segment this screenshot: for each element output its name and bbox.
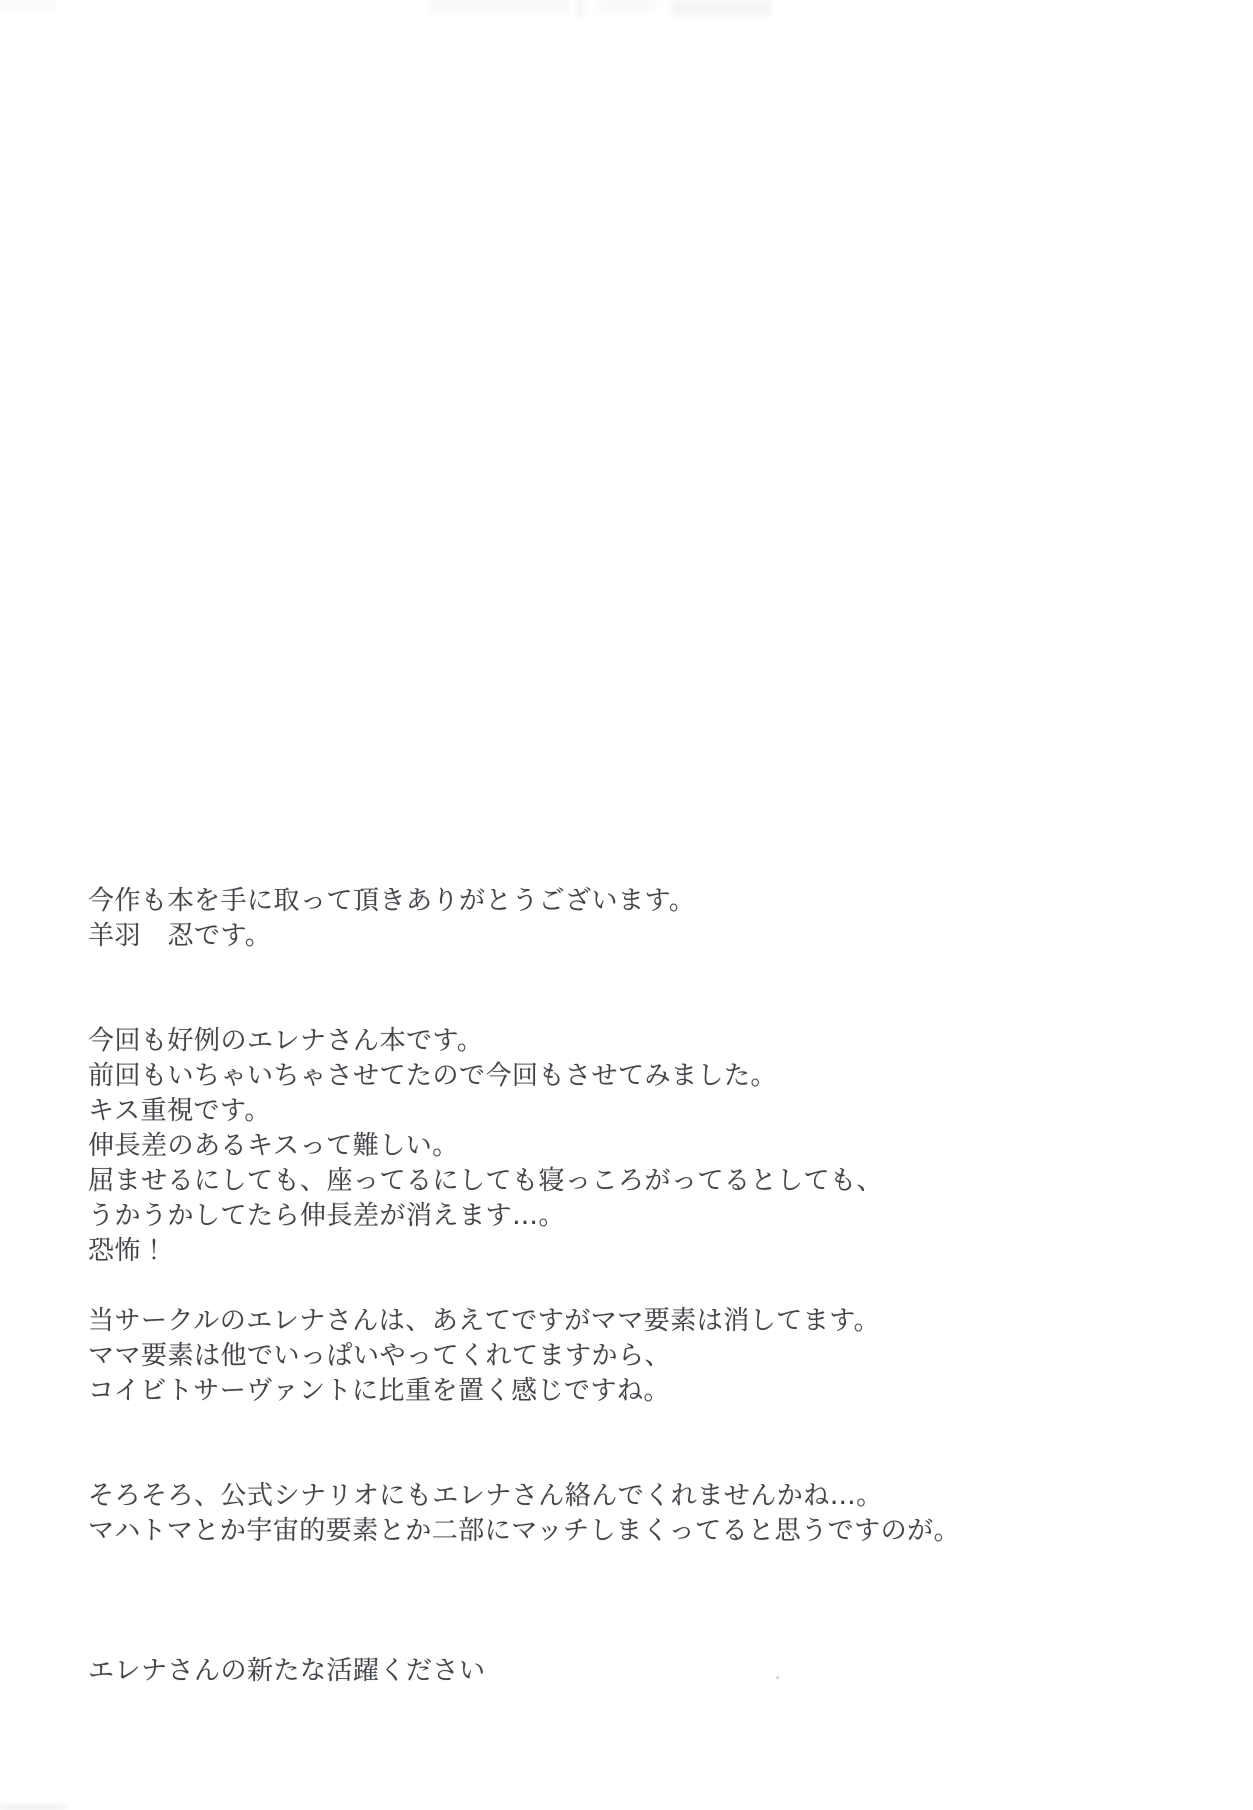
afterword-line: 屈ませるにしても、座ってるにしても寝っころがってるとしても、 (88, 1166, 884, 1196)
scan-artifact-bottom-left (0, 1804, 66, 1810)
afterword-line-closing: エレナさんの新たな活躍ください (88, 1656, 486, 1686)
afterword-paragraph-circle-policy (88, 1304, 1188, 1409)
afterword-line: 今回も好例のエレナさん本です。 (88, 1026, 484, 1056)
afterword-line: ママ要素は他でいっぱいやってくれてますから、 (88, 1341, 672, 1371)
afterword-paragraph-official-wish (88, 1479, 1188, 1549)
afterword-text-block (88, 884, 1188, 1689)
afterword-line: キス重視です。 (88, 1096, 271, 1126)
afterword-line: うかうかしてたら伸長差が消えます…。 (88, 1201, 566, 1231)
scan-artifact-top-header-d (672, 0, 772, 16)
scan-artifact-top-left (0, 0, 56, 13)
scan-artifact-top-header-b (576, 0, 585, 18)
scan-artifact-top-header-c (598, 0, 656, 12)
afterword-line: そろそろ、公式シナリオにもエレナさん絡んでくれませんかね…。 (88, 1481, 883, 1511)
afterword-line: マハトマとか宇宙的要素とか二部にマッチしまくってると思うですのが。 (88, 1516, 961, 1546)
afterword-line: 今作も本を手に取って頂きありがとうございます。 (88, 886, 696, 916)
afterword-line: 当サークルのエレナさんは、あえてですがママ要素は消してます。 (88, 1306, 881, 1336)
afterword-line: コイビトサーヴァントに比重を置く感じですね。 (88, 1376, 670, 1406)
afterword-paragraph-closing (88, 1654, 1188, 1689)
afterword-line: 前回もいちゃいちゃさせてたので今回もさせてみました。 (88, 1061, 778, 1091)
afterword-line-author-name: 羊羽 忍です。 (88, 921, 272, 951)
afterword-line: 恐怖！ (88, 1236, 168, 1266)
scan-artifact-top-header-a (430, 0, 570, 13)
afterword-paragraph-book-theme (88, 1024, 1188, 1269)
afterword-paragraph-greeting (88, 884, 1188, 954)
afterword-line: 伸長差のあるキスって難しい。 (88, 1131, 459, 1161)
